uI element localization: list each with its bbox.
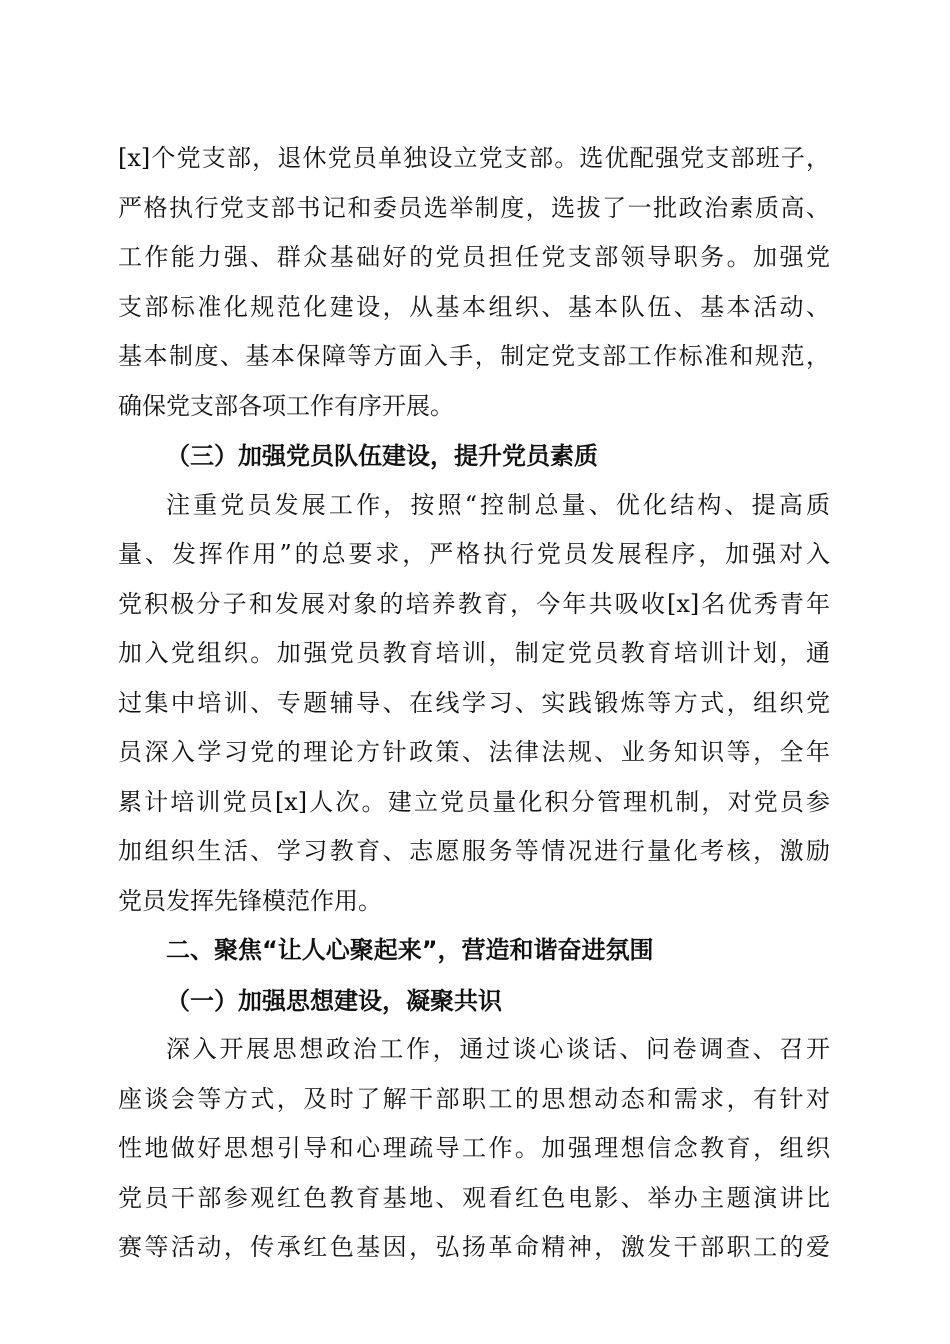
- text-line: 深入开展思想政治工作，通过谈心谈话、问卷调查、召开: [166, 1035, 830, 1063]
- text-line: 党积极分子和发展对象的培养教育，今年共吸收[x]名优秀青年: [118, 589, 830, 618]
- text-line: 加组织生活、学习教育、志愿服务等情况进行量化考核，激励: [118, 837, 830, 865]
- section-heading-1: （一）加强思想建设，凝聚共识: [166, 985, 502, 1015]
- text-line: 基本制度、基本保障等方面入手，制定党支部工作标准和规范，: [118, 342, 830, 370]
- text-line: 党员发挥先锋模范作用。: [118, 886, 382, 915]
- text-line: [x]个党支部，退休党员单独设立党支部。选优配强党支部班子，: [118, 144, 830, 172]
- text-line: 党员干部参观红色教育基地、观看红色电影、举办主题演讲比: [118, 1183, 830, 1212]
- text-line: 确保党支部各项工作有序开展。: [118, 391, 454, 420]
- text-line: 累计培训党员[x]人次。建立党员量化积分管理机制，对党员参: [118, 787, 830, 816]
- text-line: 量、发挥作用”的总要求，严格执行党员发展程序，加强对入: [118, 540, 830, 568]
- text-line: 严格执行党支部书记和委员选举制度，选拔了一批政治素质高、: [118, 193, 830, 222]
- paragraph-branch-construction: [118, 134, 830, 431]
- text-line: 赛等活动，传承红色基因，弘扬革命精神，激发干部职工的爱: [118, 1233, 830, 1261]
- text-line: 加入党组织。加强党员教育培训，制定党员教育培训计划，通: [118, 639, 830, 667]
- text-line: 性地做好思想引导和心理疏导工作。加强理想信念教育，组织: [118, 1134, 830, 1162]
- section-heading-3: （三）加强党员队伍建设，提升党员素质: [166, 441, 598, 470]
- text-line: 员深入学习党的理论方针政策、法律法规、业务知识等，全年: [118, 738, 830, 766]
- text-line: 工作能力强、群众基础好的党员担任党支部领导职务。加强党: [118, 243, 830, 271]
- chapter-heading-2: 二、聚焦“让人心聚起来”，营造和谐奋进氛围: [166, 936, 654, 964]
- document-body: [118, 134, 830, 1273]
- text-line: 过集中培训、专题辅导、在线学习、实践锻炼等方式，组织党: [118, 688, 830, 717]
- text-line: 注重党员发展工作，按照“控制总量、优化结构、提高质: [166, 490, 830, 519]
- paragraph-member-team: [118, 481, 830, 927]
- text-line: 支部标准化规范化建设，从基本组织、基本队伍、基本活动、: [118, 292, 830, 321]
- paragraph-ideology: [118, 1025, 830, 1273]
- text-line: 座谈会等方式，及时了解干部职工的思想动态和需求，有针对: [118, 1084, 830, 1113]
